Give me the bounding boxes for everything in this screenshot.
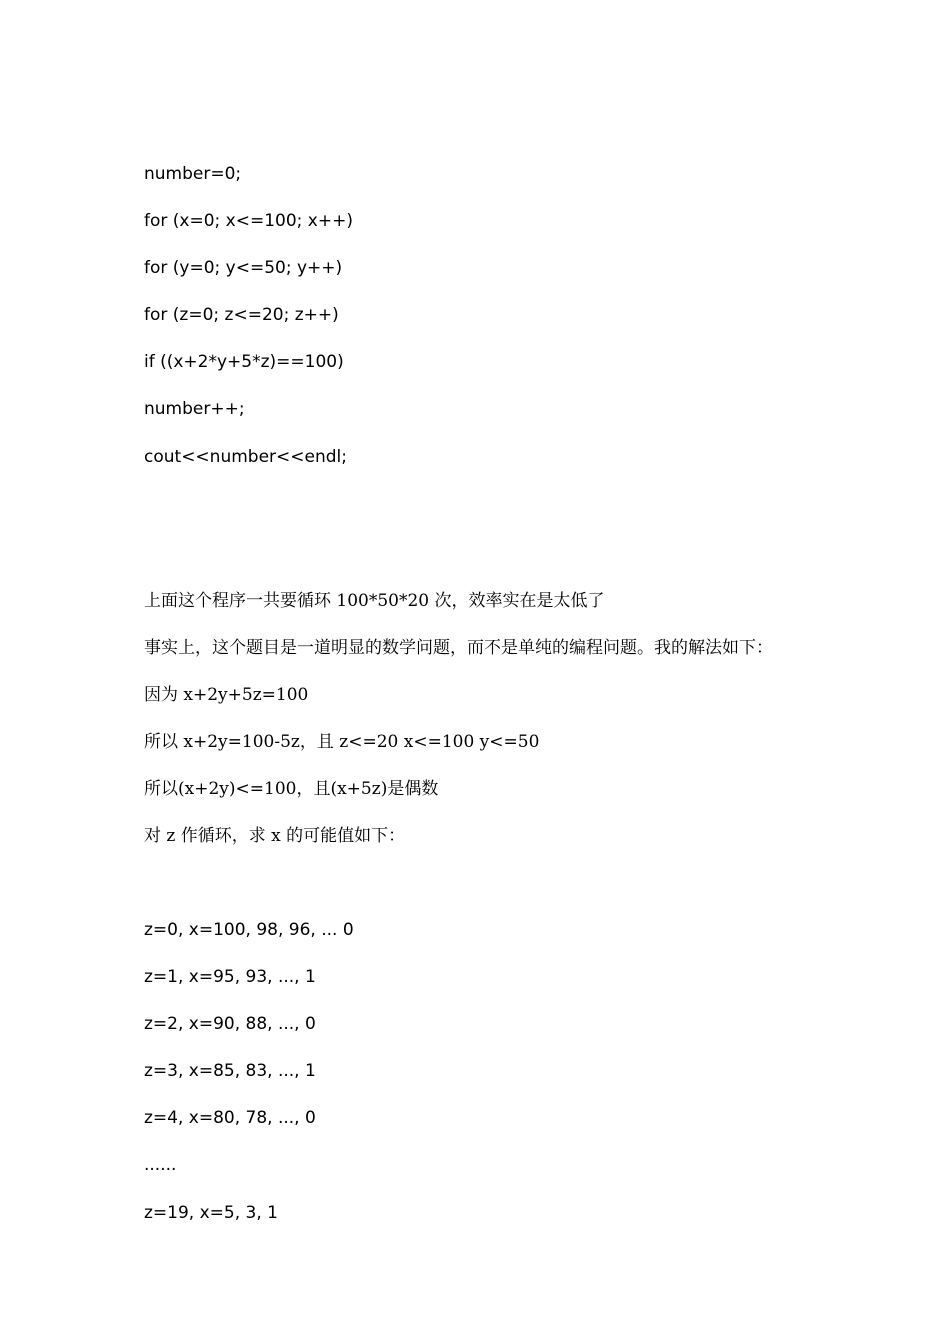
values-line-last: z=19, x=5, 3, 1 bbox=[144, 1203, 278, 1223]
code-line-2: for (x=0; x<=100; x++) bbox=[144, 211, 353, 231]
values-line-3: z=2, x=90, 88, ..., 0 bbox=[144, 1014, 316, 1034]
explanation-line-2: 事实上，这个题目是一道明显的数学问题，而不是单纯的编程问题。我的解法如下： bbox=[144, 638, 773, 658]
values-line-4: z=3, x=85, 83, ..., 1 bbox=[144, 1061, 316, 1081]
explanation-line-3: 因为 x+2y+5z=100 bbox=[144, 685, 309, 705]
values-line-1: z=0, x=100, 98, 96, ... 0 bbox=[144, 920, 354, 940]
explanation-line-6: 对 z 作循环，求 x 的可能值如下： bbox=[144, 826, 406, 846]
explanation-line-5: 所以(x+2y)<=100，且(x+5z)是偶数 bbox=[144, 779, 439, 799]
code-line-1: number=0; bbox=[144, 164, 242, 184]
code-line-6: number++; bbox=[144, 399, 245, 419]
code-line-3: for (y=0; y<=50; y++) bbox=[144, 258, 343, 278]
code-line-7: cout<<number<<endl; bbox=[144, 447, 347, 467]
values-ellipsis: ...... bbox=[144, 1155, 177, 1175]
code-line-4: for (z=0; z<=20; z++) bbox=[144, 305, 339, 325]
values-line-2: z=1, x=95, 93, ..., 1 bbox=[144, 967, 316, 987]
explanation-line-4: 所以 x+2y=100-5z，且 z<=20 x<=100 y<=50 bbox=[144, 732, 540, 752]
explanation-line-1: 上面这个程序一共要循环 100*50*20 次，效率实在是太低了 bbox=[144, 591, 605, 611]
values-line-5: z=4, x=80, 78, ..., 0 bbox=[144, 1108, 316, 1128]
code-line-5: if ((x+2*y+5*z)==100) bbox=[144, 352, 344, 372]
